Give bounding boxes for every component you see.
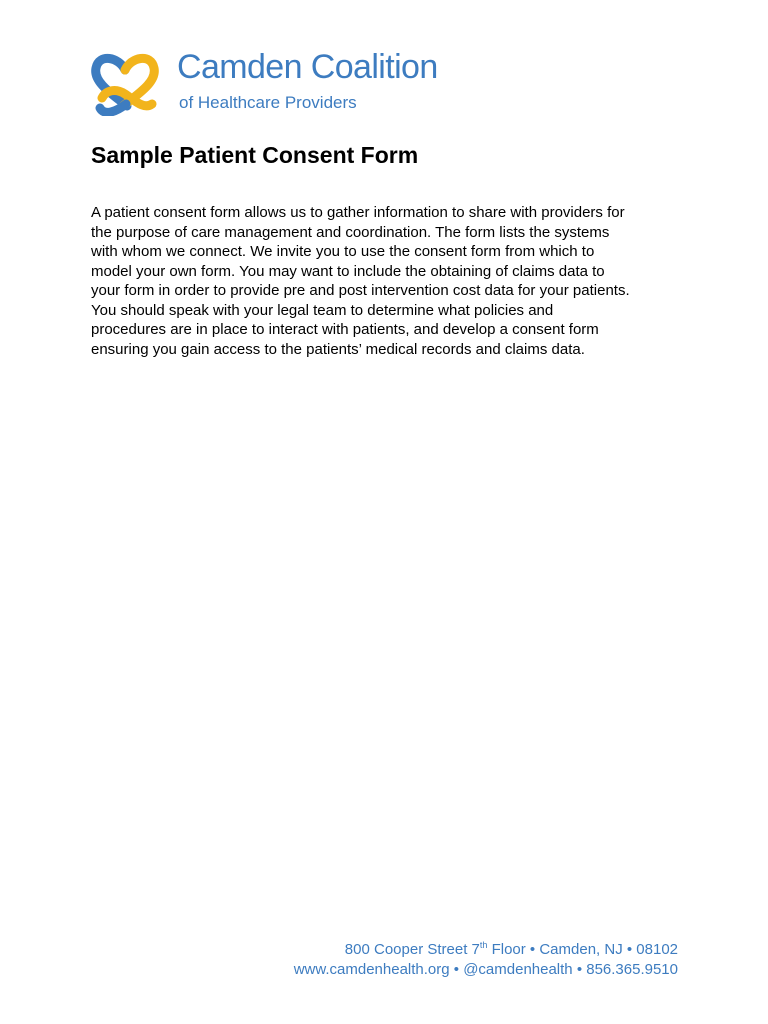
- organization-name: Camden Coalition: [177, 48, 438, 86]
- footer-address: [294, 940, 678, 960]
- floor-ordinal-suffix: th: [479, 940, 488, 950]
- paragraph-line: procedures are in place to interact with patients, and develop a consent form: [91, 321, 599, 338]
- footer-contact-line: www.camdenhealth.org • @camdenhealth • 856.365.9510: [293, 960, 678, 978]
- footer-contact: [294, 940, 678, 979]
- address-rest: Floor • Camden, NJ • 08102: [487, 941, 678, 958]
- paragraph-line: model your own form. You may want to include the obtaining of claims data to: [91, 262, 605, 280]
- paragraph-line: with whom we connect. We invite you to use the consent form from which to: [91, 243, 595, 260]
- paragraph-line: ensuring you gain access to the patients’ medical records and claims data.: [91, 340, 585, 358]
- address-street: 800 Cooper Street 7: [344, 941, 480, 958]
- interlocked-heart-logo-icon: [90, 46, 160, 116]
- organization-logo: [90, 46, 470, 118]
- paragraph-line: your form in order to provide pre and post intervention cost data for your patients.: [91, 282, 630, 299]
- document-title: Sample Patient Consent Form: [91, 142, 419, 168]
- paragraph-line: A patient consent form allows us to gather information to share with providers for: [91, 204, 625, 221]
- intro-paragraph: [91, 203, 691, 359]
- paragraph-line: the purpose of care management and coordination. The form lists the systems: [91, 223, 610, 241]
- paragraph-line: You should speak with your legal team to determine what policies and: [91, 301, 554, 319]
- organization-subtitle: of Healthcare Providers: [179, 93, 357, 112]
